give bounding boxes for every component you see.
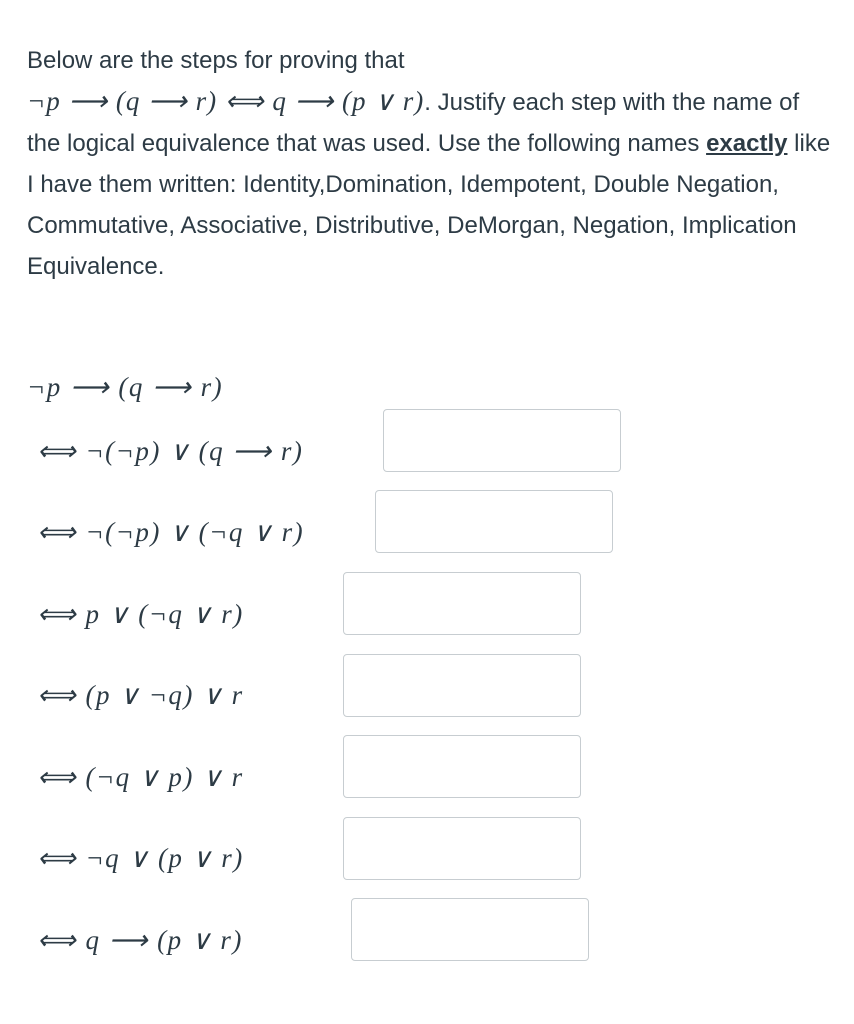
step-3-justification-input[interactable] <box>343 572 581 635</box>
emphasis-exactly: exactly <box>706 130 788 157</box>
step-4-expression: ⟺ (p ∨ ¬q) ∨ r <box>37 680 244 710</box>
step-5-justification-input[interactable] <box>343 735 581 798</box>
step-2-justification-input[interactable] <box>375 490 613 553</box>
step-1-justification-input[interactable] <box>383 409 621 472</box>
instructions-rule-list: like I have them written: Identity,Domination, Idempotent, Double Negation, Commutative, Associative, Distributive, DeMorgan, Negation, Implication Equivalence. <box>27 130 831 280</box>
step-1-expression: ⟺ ¬(¬p) ∨ (q ⟶ r) <box>37 436 304 466</box>
step-4-justification-input[interactable] <box>343 654 581 717</box>
instructions-line1: Below are the steps for proving that <box>27 47 405 74</box>
step-3-expression: ⟺ p ∨ (¬q ∨ r) <box>37 599 244 629</box>
proof-start-expression: ¬p ⟶ (q ⟶ r) <box>27 372 224 402</box>
instructions <box>27 40 837 287</box>
step-6-justification-input[interactable] <box>343 817 581 880</box>
step-6-expression: ⟺ ¬q ∨ (p ∨ r) <box>37 843 244 873</box>
instructions-paragraph <box>27 40 837 287</box>
step-7-expression: ⟺ q ⟶ (p ∨ r) <box>37 925 243 955</box>
step-2-expression: ⟺ ¬(¬p) ∨ (¬q ∨ r) <box>37 517 305 547</box>
step-7-justification-input[interactable] <box>351 898 589 961</box>
theorem-expression: ¬p ⟶ (q ⟶ r) ⟺ q ⟶ (p ∨ r) <box>27 86 425 116</box>
instructions-text: . Justify each step with the name of the logical equivalence that was used. Use the following names <box>27 89 800 157</box>
step-5-expression: ⟺ (¬q ∨ p) ∨ r <box>37 762 244 792</box>
